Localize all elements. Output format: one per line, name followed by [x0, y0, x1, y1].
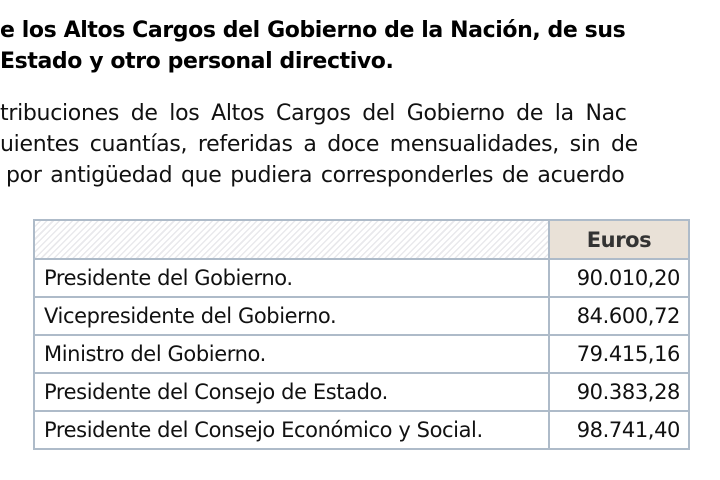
- position-cell: Ministro del Gobierno.: [34, 335, 549, 373]
- amount-cell: 84.600,72: [549, 297, 689, 335]
- paragraph-line-1: tribuciones de los Altos Cargos del Gobierno de la Nac: [0, 101, 627, 126]
- amount-cell: 79.415,16: [549, 335, 689, 373]
- table-row: [34, 411, 689, 449]
- table-header-row: [34, 220, 689, 259]
- salary-table: [33, 219, 690, 450]
- document-heading: [0, 15, 625, 77]
- document-paragraph: [0, 98, 638, 191]
- position-cell: Presidente del Consejo Económico y Social.: [34, 411, 549, 449]
- position-cell: Presidente del Consejo de Estado.: [34, 373, 549, 411]
- heading-line-1: e los Altos Cargos del Gobierno de la Nación, de sus: [0, 18, 626, 43]
- table-row: [34, 373, 689, 411]
- position-cell: Vicepresidente del Gobierno.: [34, 297, 549, 335]
- euros-column-header: Euros: [549, 220, 689, 259]
- amount-cell: 90.010,20: [549, 259, 689, 297]
- salary-table-container: [33, 219, 690, 450]
- table-row: [34, 297, 689, 335]
- amount-cell: 90.383,28: [549, 373, 689, 411]
- amount-cell: 98.741,40: [549, 411, 689, 449]
- heading-line-2: Estado y otro personal directivo.: [0, 49, 394, 74]
- table-row: [34, 259, 689, 297]
- empty-hatched-header-cell: [34, 220, 549, 259]
- paragraph-line-3: por antigüedad que pudiera corresponderles de acuerdo: [6, 163, 625, 188]
- paragraph-line-2: uientes cuantías, referidas a doce mensualidades, sin de: [0, 132, 638, 157]
- table-row: [34, 335, 689, 373]
- position-cell: Presidente del Gobierno.: [34, 259, 549, 297]
